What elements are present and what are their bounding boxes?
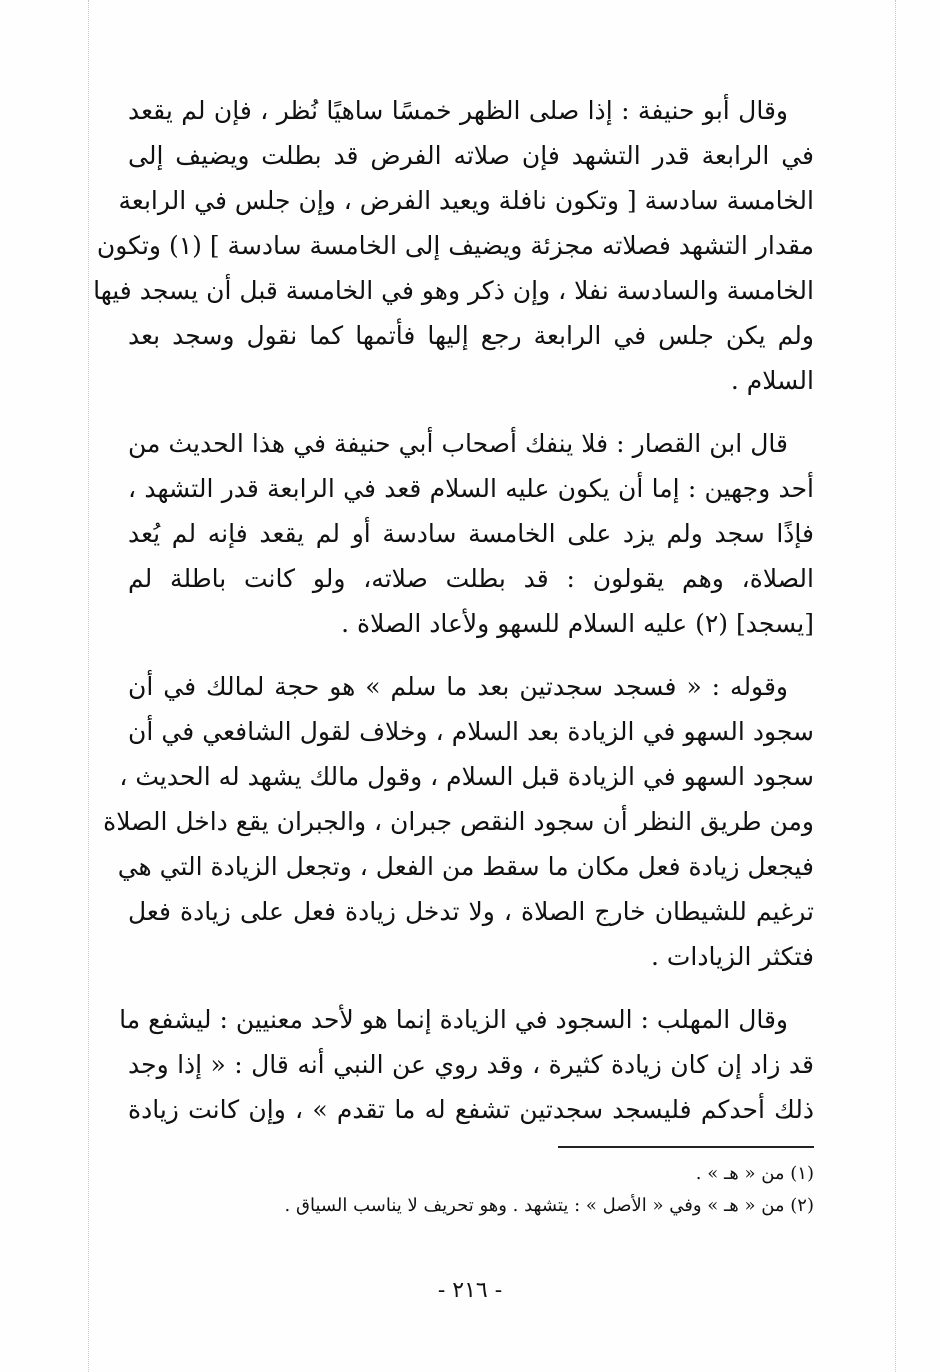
page-number: - ٢١٦ - xyxy=(437,1278,503,1303)
text-line: ولم يكن جلس في الرابعة رجع إليها فأتمها كما نقول وسجد بعد xyxy=(128,321,814,350)
text-line: في الرابعة قدر التشهد فإن صلاته الفرض قد بطلت ويضيف إلى xyxy=(128,141,814,170)
text-line: الصلاة، وهم يقولون : قد بطلت صلاته، ولو كانت باطلة لم xyxy=(128,564,814,593)
text-line: ترغيم للشيطان خارج الصلاة ، ولا تدخل زيادة فعل على زيادة فعل xyxy=(128,897,814,926)
text-line: وقال أبو حنيفة : إذا صلى الظهر خمسًا ساهيًا نُظر ، فإن لم يقعد xyxy=(128,96,788,125)
text-line: ومن طريق النظر أن سجود النقص جبران ، والجبران يقع داخل الصلاة xyxy=(103,807,814,836)
text-line: أحد وجهين : إما أن يكون عليه السلام قعد في الرابعة قدر التشهد ، xyxy=(128,474,814,503)
text-line: سجود السهو في الزيادة قبل السلام ، وقول مالك يشهد له الحديث ، xyxy=(119,762,814,791)
footnotes xyxy=(128,1158,814,1222)
text-line: مقدار التشهد فصلاته مجزئة ويضيف إلى الخامسة سادسة ] (١) وتكون xyxy=(96,231,814,260)
text-line: فيجعل زيادة فعل مكان ما سقط من الفعل ، وتجعل الزيادة التي هي xyxy=(117,852,814,881)
footnote-2: (٢) من « هـ » وفي « الأصل » : يتشهد . وهو تحريف لا يناسب السياق . xyxy=(284,1195,814,1216)
footnote-1: (١) من « هـ » . xyxy=(695,1163,814,1184)
text-line: الخامسة والسادسة نفلا ، وإن ذكر وهو في الخامسة قبل أن يسجد فيها xyxy=(93,276,814,305)
text-line: سجود السهو في الزيادة بعد السلام ، وخلاف لقول الشافعي في أن xyxy=(128,717,814,746)
left-margin-guide xyxy=(88,0,89,1372)
text-line: فإذًا سجد ولم يزد على الخامسة سادسة أو لم يقعد فإنه لم يُعد xyxy=(128,519,814,548)
paragraph-al-muhallab xyxy=(119,997,814,1132)
text-line: قد زاد إن كان زيادة كثيرة ، وقد روي عن النبي أنه قال : « إذا وجد xyxy=(128,1050,814,1079)
paragraph-ibn-al-qassar xyxy=(128,421,814,646)
text-line: فتكثر الزيادات . xyxy=(650,942,814,971)
footnote-separator xyxy=(558,1146,814,1148)
main-text xyxy=(93,88,814,1150)
text-line: وقال المهلب : السجود في الزيادة إنما هو لأحد معنيين : ليشفع ما xyxy=(119,1005,788,1034)
paragraph-qawluhu xyxy=(103,664,814,979)
text-line: السلام . xyxy=(730,366,814,395)
text-line: وقوله : « فسجد سجدتين بعد ما سلم » هو حجة لمالك في أن xyxy=(128,672,788,701)
text-line: ذلك أحدكم فليسجد سجدتين تشفع له ما تقدم » ، وإن كانت زيادة xyxy=(128,1095,814,1124)
text-line: قال ابن القصار : فلا ينفك أصحاب أبي حنيفة في هذا الحديث من xyxy=(128,429,788,458)
paragraph-abu-hanifa xyxy=(93,88,814,403)
text-line: الخامسة سادسة [ وتكون نافلة ويعيد الفرض ، وإن جلس في الرابعة xyxy=(118,186,814,215)
right-margin-guide xyxy=(895,0,896,1372)
text-line: [يسجد] (٢) عليه السلام للسهو ولأعاد الصلاة . xyxy=(341,609,814,638)
